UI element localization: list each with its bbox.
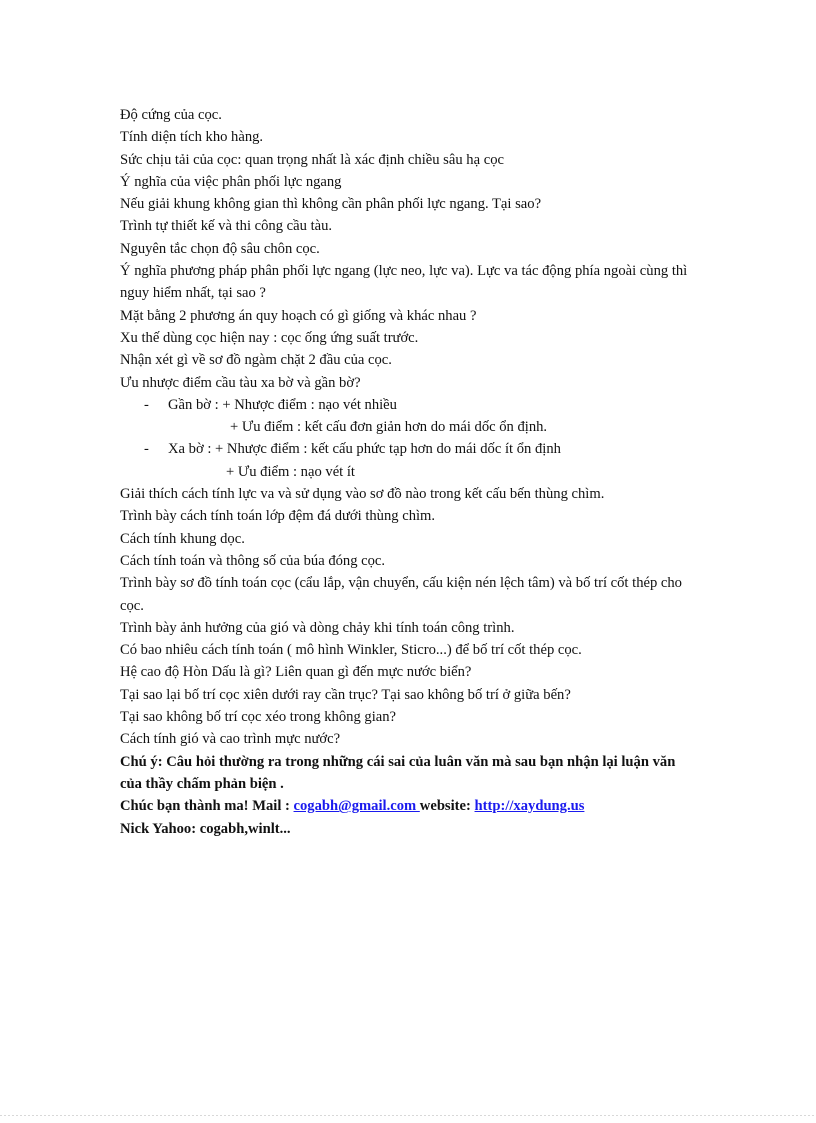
text-line: Tại sao không bố trí cọc xéo trong không gian? [120,709,396,726]
text-line: Mặt bằng 2 phương án quy hoạch có gì giống và khác nhau ? [120,307,477,324]
email-link[interactable]: cogabh@gmail.com [293,798,420,815]
document-body [120,104,700,840]
nick-yahoo-line: Nick Yahoo: cogabh,winlt... [120,820,291,837]
text-line: Trình bày ảnh hưởng của gió và dòng chảy khi tính toán công trình. [120,619,515,636]
text-line: Hệ cao độ Hòn Dấu là gì? Liên quan gì đến mực nước biển? [120,664,472,681]
text-line: Giải thích cách tính lực va và sử dụng vào sơ đồ nào trong kết cấu bến thùng chìm. [120,486,605,503]
near-shore-pros: + Ưu điểm : kết cấu đơn giản hơn do mái dốc ổn định. [230,419,548,436]
text-line: Độ cứng của cọc. [120,107,222,123]
page-edge-divider [0,1115,816,1116]
text-line: Cách tính gió và cao trình mực nước? [120,731,341,748]
text-line: Tại sao lại bố trí cọc xiên dưới ray cần trục? Tại sao không bố trí ở giữa bến? [120,686,571,703]
far-shore-pros: + Ưu điểm : nạo vét ít [226,463,355,480]
far-shore-cons: + Nhược điểm : kết cấu phức tạp hơn do mái dốc ít ổn định [215,441,561,458]
text-line: Nhận xét gì về sơ đồ ngàm chặt 2 đầu của cọc. [120,352,392,369]
near-shore-cons: + Nhược điểm : nạo vét nhiều [222,396,397,413]
text-line: Sức chịu tải của cọc: quan trọng nhất là xác định chiều sâu hạ cọc [120,151,504,168]
text-line: Xu thế dùng cọc hiện nay : cọc ống ứng suất trước. [120,329,419,346]
text-line: Cách tính toán và thông số của búa đóng cọc. [120,552,386,569]
near-shore-label: Gần bờ : [168,396,223,413]
text-line: Tính diện tích kho hàng. [120,129,264,146]
far-shore-item [120,438,700,460]
text-line: Trình tự thiết kế và thi công cầu tàu. [120,218,333,235]
text-line: Nếu giải khung không gian thì không cần phân phối lực ngang. Tại sao? [120,196,542,213]
bullet-dash: - [144,396,149,413]
text-line: Ưu nhược điểm cầu tàu xa bờ và gần bờ? [120,374,361,391]
note-paragraph: Chú ý: Câu hỏi thường ra trong những cái sai của luân văn mà sau bạn nhận lại luận văn của thầy chấm phản biện . [120,753,676,792]
text-line: Trình bày sơ đồ tính toán cọc (cẩu lắp, vận chuyển, cấu kiện nén lệch tâm) và bố trí cốt thép cho cọc. [120,575,682,614]
text-line: Ý nghĩa phương pháp phân phối lực ngang (lực neo, lực va). Lực va tác động phía ngoài cùng thì nguy hiểm nhất, tại sao ? [120,263,688,302]
near-shore-item [120,394,700,416]
website-link[interactable]: http://xaydung.us [474,798,585,815]
website-label: website: [419,798,475,815]
text-line: Trình bày cách tính toán lớp đệm đá dưới thùng chìm. [120,508,436,525]
contact-line [120,795,700,817]
greeting-text: Chúc bạn thành ma! Mail : [120,798,294,815]
text-line: Cách tính khung dọc. [120,530,245,547]
text-line: Ý nghĩa của việc phân phối lực ngang [120,173,342,190]
text-line: Nguyên tắc chọn độ sâu chôn cọc. [120,240,320,257]
text-line: Có bao nhiêu cách tính toán ( mô hình Winkler, Sticro...) để bố trí cốt thép cọc. [120,642,582,659]
bullet-dash: - [144,441,149,458]
far-shore-label: Xa bờ : [168,441,216,458]
